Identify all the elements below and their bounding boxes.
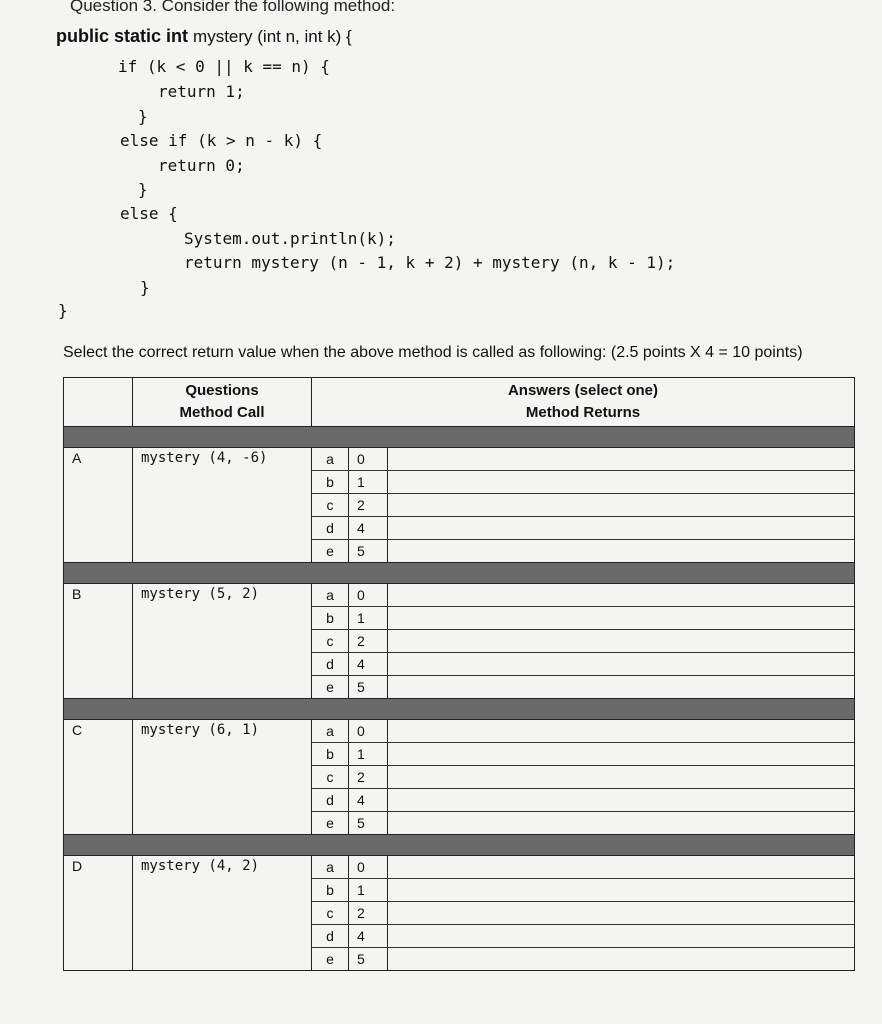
option-letter[interactable]: e — [312, 812, 349, 835]
code-line: else { — [120, 204, 178, 223]
separator-cell — [64, 563, 855, 584]
option-spacer — [388, 766, 855, 789]
answer-option[interactable] — [312, 676, 854, 699]
method-returns-label: Method Returns — [525, 404, 641, 421]
option-letter[interactable]: b — [312, 879, 349, 902]
option-spacer — [388, 630, 855, 653]
option-spacer — [388, 879, 855, 902]
answer-option[interactable] — [312, 879, 854, 902]
options-table — [312, 448, 854, 562]
separator-cell — [64, 427, 855, 448]
separator-band — [64, 835, 855, 856]
question-letter: A — [64, 448, 133, 563]
answer-options — [312, 584, 855, 699]
code-line: return 0; — [158, 156, 245, 175]
answers-label: Answers (select one) — [507, 382, 659, 399]
code-line: else if (k > n - k) { — [120, 131, 323, 150]
option-spacer — [388, 676, 855, 699]
header-answers — [312, 378, 855, 427]
option-spacer — [388, 584, 855, 607]
separator-cell — [64, 835, 855, 856]
option-letter[interactable]: e — [312, 540, 349, 563]
question-heading: Question 3. Consider the following method: — [70, 0, 396, 15]
answer-option[interactable] — [312, 812, 854, 835]
option-spacer — [388, 653, 855, 676]
method-call: mystery (6, 1) — [133, 720, 312, 835]
header-questions — [133, 378, 312, 427]
questions-label: Questions — [185, 382, 259, 399]
option-letter[interactable]: b — [312, 607, 349, 630]
option-letter[interactable]: d — [312, 653, 349, 676]
option-spacer — [388, 471, 855, 494]
option-spacer — [388, 540, 855, 563]
option-value: 5 — [349, 812, 388, 835]
answer-options — [312, 856, 855, 971]
option-value: 4 — [349, 925, 388, 948]
option-value: 1 — [349, 471, 388, 494]
code-line: return mystery (n - 1, k + 2) + mystery (n, k - 1); — [184, 253, 676, 272]
option-value: 0 — [349, 584, 388, 607]
option-value: 0 — [349, 856, 388, 879]
option-letter[interactable]: b — [312, 471, 349, 494]
code-line: } — [58, 301, 68, 320]
question-letter: D — [64, 856, 133, 971]
question-row — [64, 448, 855, 563]
table-header — [64, 378, 855, 427]
option-value: 1 — [349, 743, 388, 766]
option-value: 2 — [349, 902, 388, 925]
option-letter[interactable]: a — [312, 856, 349, 879]
option-value: 5 — [349, 540, 388, 563]
option-letter[interactable]: c — [312, 494, 349, 517]
method-call: mystery (4, 2) — [133, 856, 312, 971]
answer-option[interactable] — [312, 948, 854, 971]
option-value: 4 — [349, 789, 388, 812]
answer-option[interactable] — [312, 494, 854, 517]
answer-option[interactable] — [312, 720, 854, 743]
option-letter[interactable]: c — [312, 630, 349, 653]
option-letter[interactable]: c — [312, 902, 349, 925]
option-value: 1 — [349, 879, 388, 902]
option-letter[interactable]: d — [312, 789, 349, 812]
option-letter[interactable]: a — [312, 584, 349, 607]
option-letter[interactable]: a — [312, 720, 349, 743]
separator-band — [64, 699, 855, 720]
answer-options — [312, 720, 855, 835]
signature-keywords: public static int — [56, 26, 189, 46]
code-line: return 1; — [158, 82, 245, 101]
option-letter[interactable]: b — [312, 743, 349, 766]
separator-band — [64, 563, 855, 584]
options-table — [312, 856, 854, 970]
answer-option[interactable] — [312, 902, 854, 925]
method-call: mystery (5, 2) — [133, 584, 312, 699]
code-line: } — [138, 180, 148, 199]
option-spacer — [388, 789, 855, 812]
option-value: 2 — [349, 494, 388, 517]
option-value: 2 — [349, 630, 388, 653]
options-table — [312, 584, 854, 698]
answer-option[interactable] — [312, 540, 854, 563]
option-spacer — [388, 925, 855, 948]
option-spacer — [388, 856, 855, 879]
question-row — [64, 856, 855, 971]
answer-option[interactable] — [312, 448, 854, 471]
option-spacer — [388, 448, 855, 471]
option-value: 1 — [349, 607, 388, 630]
option-spacer — [388, 494, 855, 517]
answer-option[interactable] — [312, 471, 854, 494]
option-value: 2 — [349, 766, 388, 789]
option-spacer — [388, 517, 855, 540]
question-row — [64, 584, 855, 699]
instruction-text: Select the correct return value when the above method is called as following: (2.5 points X 4 = 10 points) — [63, 344, 803, 361]
answer-option[interactable] — [312, 925, 854, 948]
answer-option[interactable] — [312, 584, 854, 607]
code-line: System.out.println(k); — [184, 229, 396, 248]
option-spacer — [388, 812, 855, 835]
option-letter[interactable]: d — [312, 517, 349, 540]
method-signature — [56, 26, 352, 47]
answer-option[interactable] — [312, 653, 854, 676]
code-line: if (k < 0 || k == n) { — [118, 57, 330, 76]
option-letter[interactable]: e — [312, 948, 349, 971]
option-letter[interactable]: c — [312, 766, 349, 789]
option-value: 0 — [349, 720, 388, 743]
option-value: 5 — [349, 948, 388, 971]
option-spacer — [388, 948, 855, 971]
option-spacer — [388, 743, 855, 766]
signature-rest: mystery (int n, int k) { — [193, 27, 352, 46]
answer-option[interactable] — [312, 856, 854, 879]
separator-cell — [64, 699, 855, 720]
code-line: } — [140, 278, 150, 297]
option-letter[interactable]: a — [312, 448, 349, 471]
options-table — [312, 720, 854, 834]
option-value: 5 — [349, 676, 388, 699]
questions-table — [63, 377, 855, 971]
option-value: 4 — [349, 517, 388, 540]
option-spacer — [388, 607, 855, 630]
answer-option[interactable] — [312, 630, 854, 653]
option-spacer — [388, 902, 855, 925]
method-call: mystery (4, -6) — [133, 448, 312, 563]
option-letter[interactable]: e — [312, 676, 349, 699]
option-value: 4 — [349, 653, 388, 676]
option-letter[interactable]: d — [312, 925, 349, 948]
code-line: } — [138, 107, 148, 126]
separator-band — [64, 427, 855, 448]
question-row — [64, 720, 855, 835]
option-spacer — [388, 720, 855, 743]
answer-option[interactable] — [312, 743, 854, 766]
answer-option[interactable] — [312, 607, 854, 630]
option-value: 0 — [349, 448, 388, 471]
answer-option[interactable] — [312, 766, 854, 789]
answer-option[interactable] — [312, 789, 854, 812]
question-letter: C — [64, 720, 133, 835]
header-blank — [64, 378, 133, 427]
question-letter: B — [64, 584, 133, 699]
answer-option[interactable] — [312, 517, 854, 540]
answer-options — [312, 448, 855, 563]
method-call-label: Method Call — [179, 404, 265, 421]
